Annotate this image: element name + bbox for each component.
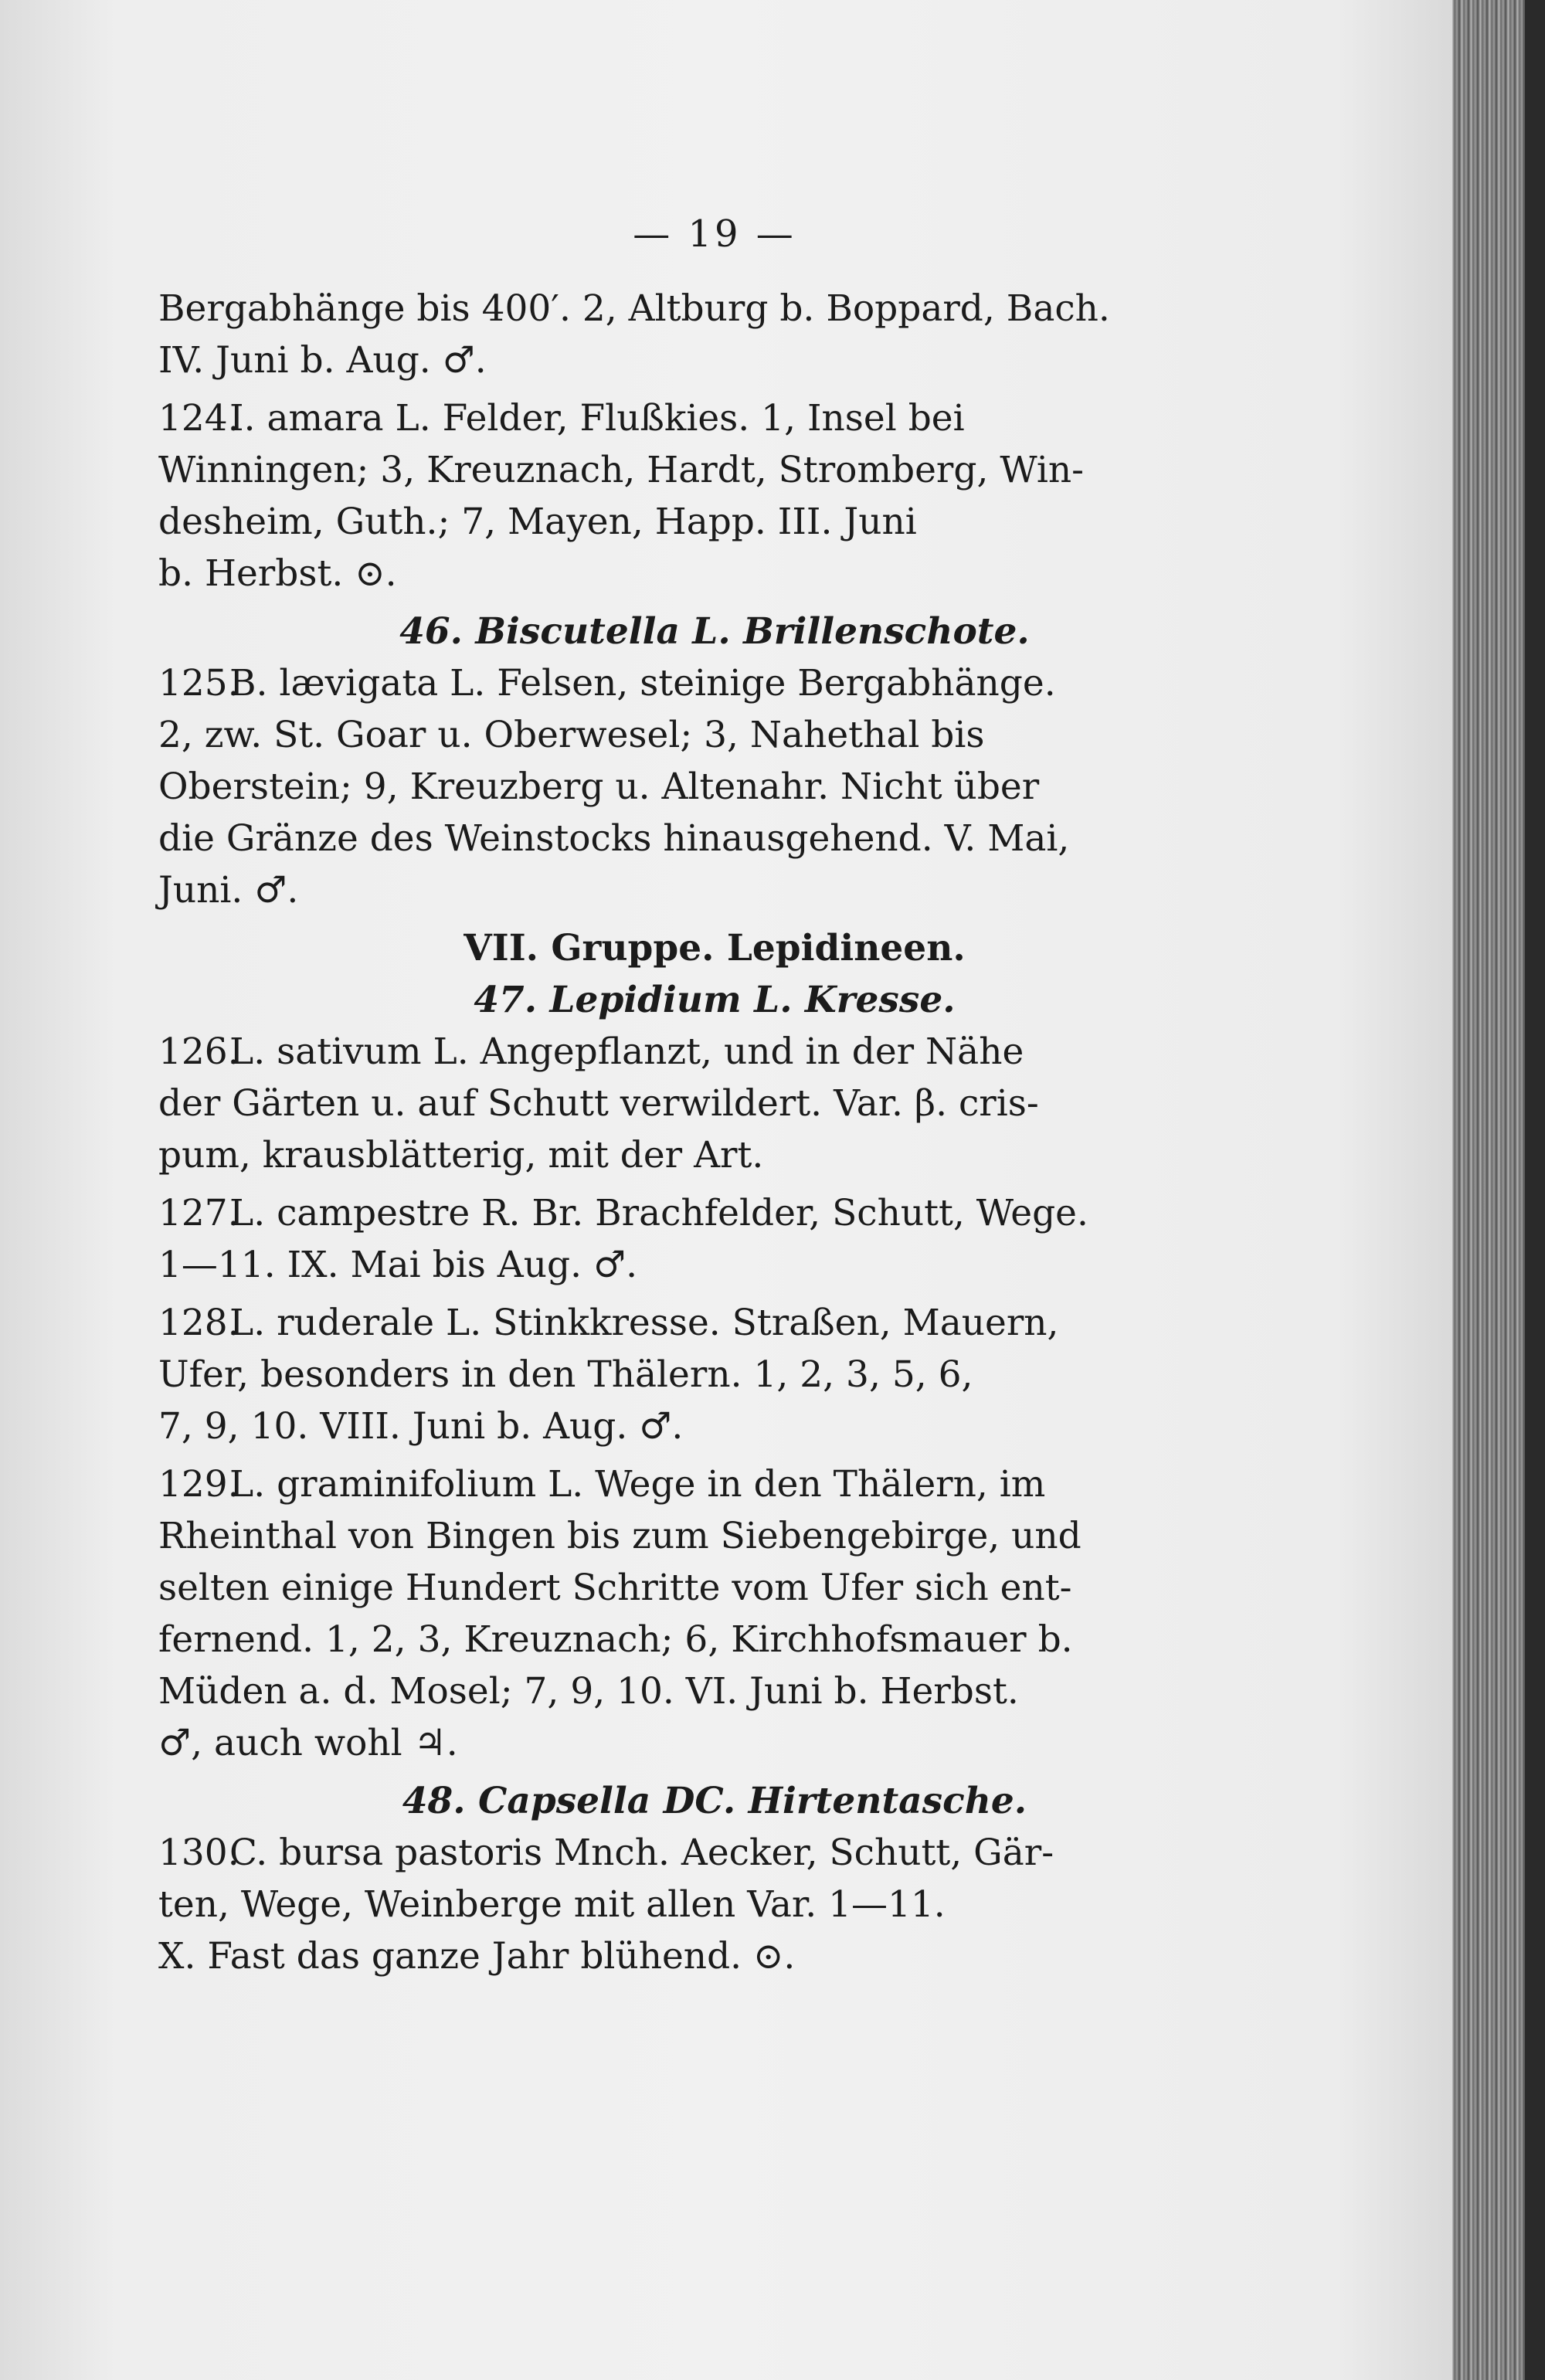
entry-number: 126. <box>158 1030 239 1073</box>
text-line: 2, zw. St. Goar u. Oberwesel; 3, Nahethal bis <box>158 714 985 756</box>
text-line: L. graminifolium L. Wege in den Thälern, im <box>229 1463 1046 1506</box>
text-line: b. Herbst. ⊙. <box>158 552 397 595</box>
species-entry-126 <box>158 1026 1240 1181</box>
page-text <box>158 193 1240 1988</box>
text-line: IV. Juni b. Aug. ♂. <box>158 339 487 382</box>
text-line: die Gränze des Weinstocks hinausgehend. V. Mai, <box>158 817 1070 860</box>
text-line: L. ruderale L. Stinkkresse. Straßen, Mauern, <box>229 1302 1059 1344</box>
text-line: C. bursa pastoris Mnch. Aecker, Schutt, Gär- <box>229 1832 1054 1874</box>
entry-number: 127. <box>158 1192 239 1234</box>
entry-number: 124. <box>158 397 239 440</box>
text-line: L. campestre R. Br. Brachfelder, Schutt, Wege. <box>229 1192 1088 1234</box>
text-line: I. amara L. Felder, Flußkies. 1, Insel bei <box>229 397 965 440</box>
text-line: B. lævigata L. Felsen, steinige Bergabhänge. <box>229 662 1056 704</box>
text-line: X. Fast das ganze Jahr blühend. ⊙. <box>158 1935 796 1978</box>
entry-number: 130. <box>158 1832 239 1874</box>
text-line: pum, krausblätterig, mit der Art. <box>158 1134 764 1176</box>
genus-heading: 48. Capsella DC. Hirtentasche. <box>402 1780 1027 1822</box>
entry-number: 128. <box>158 1302 239 1344</box>
text-line: Oberstein; 9, Kreuzberg u. Altenahr. Nicht über <box>158 766 1040 808</box>
text-line: der Gärten u. auf Schutt verwildert. Var. β. cris- <box>158 1082 1039 1125</box>
text-line: Rheinthal von Bingen bis zum Siebengebirge, und <box>158 1515 1082 1557</box>
text-line: ten, Wege, Weinberge mit allen Var. 1—11. <box>158 1883 946 1926</box>
text-line: 1—11. IX. Mai bis Aug. ♂. <box>158 1244 638 1286</box>
species-entry-127 <box>158 1187 1240 1291</box>
page-number: — 19 — <box>633 212 796 256</box>
text-line: desheim, Guth.; 7, Mayen, Happ. III. Juni <box>158 501 917 543</box>
species-entry-125 <box>158 657 1240 916</box>
text-line: Ufer, besonders in den Thälern. 1, 2, 3, 5, 6, <box>158 1353 973 1396</box>
entry-number: 125. <box>158 662 239 704</box>
species-entry-130 <box>158 1827 1240 1982</box>
species-entry-129 <box>158 1458 1240 1769</box>
entry-number: 129. <box>158 1463 239 1506</box>
group-heading: VII. Gruppe. Lepidineen. <box>464 927 966 969</box>
text-line: ♂, auch wohl ♃. <box>158 1722 458 1764</box>
text-line: Winningen; 3, Kreuznach, Hardt, Stromberg, Win- <box>158 449 1085 491</box>
text-line: Juni. ♂. <box>158 869 299 912</box>
book-binding-edge <box>1525 0 1545 2380</box>
species-entry-124 <box>158 392 1240 599</box>
text-line: Bergabhänge bis 400′. 2, Altburg b. Boppard, Bach. <box>158 287 1110 330</box>
text-line: selten einige Hundert Schritte vom Ufer sich ent- <box>158 1567 1072 1609</box>
genus-heading: 46. Biscutella L. Brillenschote. <box>399 610 1030 653</box>
text-line: L. sativum L. Angepflanzt, und in der Nähe <box>229 1030 1024 1073</box>
continued-entry <box>158 283 1240 386</box>
text-line: fernend. 1, 2, 3, Kreuznach; 6, Kirchhofsmauer b. <box>158 1618 1073 1661</box>
species-entry-128 <box>158 1297 1240 1452</box>
text-line: Müden a. d. Mosel; 7, 9, 10. VI. Juni b. Herbst. <box>158 1670 1019 1713</box>
text-line: 7, 9, 10. VIII. Juni b. Aug. ♂. <box>158 1405 684 1448</box>
genus-heading: 47. Lepidium L. Kresse. <box>474 979 956 1021</box>
